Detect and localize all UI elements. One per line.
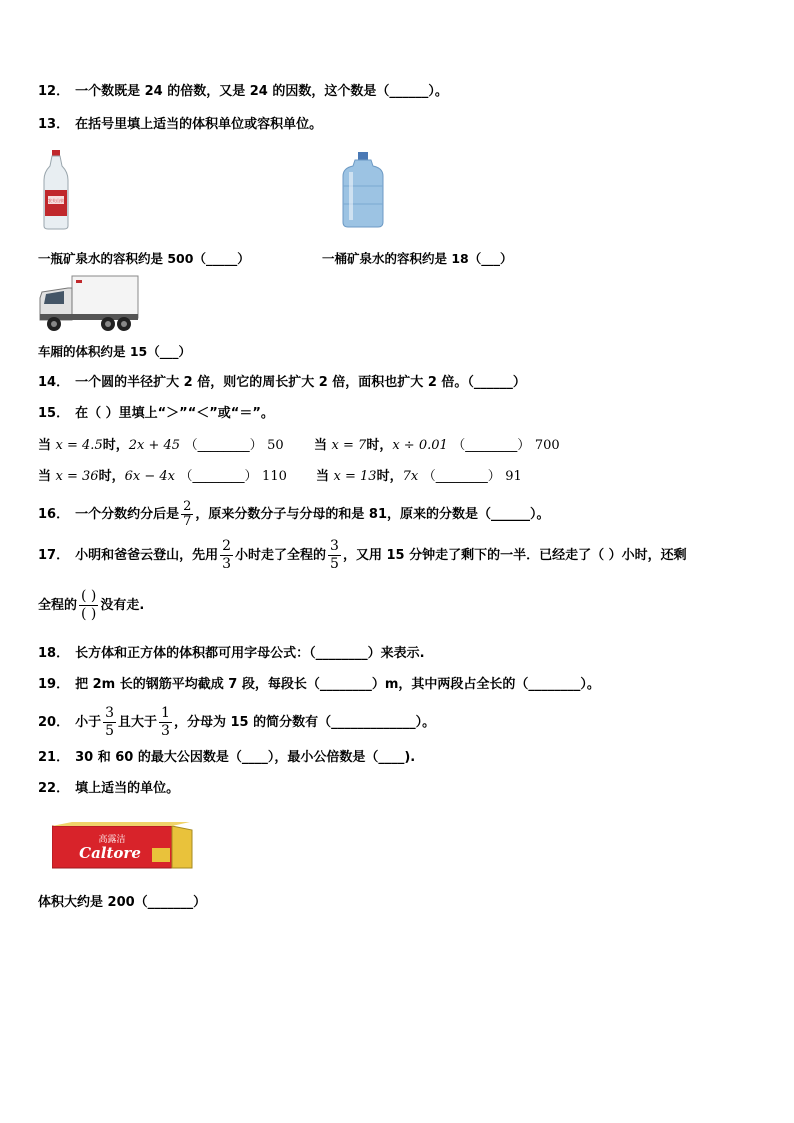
question-17: [38, 538, 687, 573]
question-13-item-bottle: 一瓶矿泉水的容积约是 500（_____）: [38, 251, 250, 266]
question-16: [38, 500, 550, 530]
row-when: 当: [38, 438, 52, 453]
fraction: [103, 705, 116, 740]
numerator: 2: [183, 499, 192, 514]
question-number: 18．: [38, 646, 70, 661]
question-22: [38, 780, 179, 798]
row-condition: x = 7: [331, 438, 367, 453]
question-number: 17．: [38, 548, 70, 563]
denominator: 5: [105, 723, 115, 739]
answer-blank: （________）: [184, 438, 263, 453]
row-value: 110: [262, 469, 287, 484]
row-when-suffix: 时，: [376, 469, 403, 484]
question-number: 21．: [38, 750, 70, 765]
numerator: 2: [222, 538, 232, 554]
row-condition: x = 36: [55, 469, 99, 484]
truck-image: [38, 274, 140, 338]
question-number: 13．: [38, 117, 70, 132]
water-bottle-image: [42, 150, 70, 234]
question-15: [38, 405, 274, 423]
bottle-label: 农夫山泉: [48, 198, 64, 203]
question-number: 14．: [38, 375, 70, 390]
numerator: 3: [105, 705, 115, 721]
row-value: 91: [505, 469, 522, 484]
row-expression: 2x + 45: [128, 438, 181, 453]
question-text: 一个圆的半径扩大 2 倍，则它的周长扩大 2 倍，面积也扩大 2 倍。（______）: [75, 375, 526, 390]
question-12: [38, 83, 448, 101]
row-when-suffix: 时，: [366, 438, 393, 453]
numerator: 1: [161, 705, 170, 721]
row-value: 700: [534, 438, 560, 453]
question-15-row-2a: [38, 468, 287, 486]
row-expression: 7x: [402, 469, 419, 484]
box-chinese-brand: 高露洁: [98, 835, 126, 845]
row-when-suffix: 时，: [102, 438, 129, 453]
box-brand-logo: Caltore: [79, 844, 141, 862]
question-text: 填上适当的单位。: [75, 781, 180, 796]
row-condition: x = 13: [333, 469, 377, 484]
answer-blank: （________）: [452, 438, 531, 453]
question-text-cont: ，分母为 15 的简分数有（_____________）。: [173, 715, 436, 730]
question-text: 在括号里填上适当的体积单位或容积单位。: [75, 117, 323, 132]
fraction: [328, 538, 341, 573]
question-15-row-2b: [316, 468, 522, 486]
question-text: 长方体和正方体的体积都可用字母公式：（________）来表示.: [75, 646, 425, 661]
question-13: [38, 116, 322, 134]
fraction: [220, 538, 233, 573]
question-number: 16．: [38, 507, 70, 522]
question-text-cont: ，原来分数分子与分母的和是 81，原来的分数是（______）。: [195, 507, 550, 522]
fraction: [159, 705, 172, 740]
row-when: 当: [38, 469, 52, 484]
row-expression: 6x − 4x: [124, 469, 175, 484]
denominator-blank: ( ): [81, 606, 97, 622]
question-text: 把 2m 长的钢筋平均截成 7 段，每段长（________）m，其中两段占全长的（________）。: [75, 677, 600, 692]
question-22-item-box: 体积大约是 200（_______）: [38, 895, 207, 910]
question-text: 全程的: [38, 598, 78, 613]
numerator-blank: ( ): [81, 588, 97, 604]
question-text: 小明和爸爸云登山，先用: [75, 548, 219, 563]
question-text: 一个分数约分后是: [75, 507, 180, 522]
question-17-line-2: [38, 586, 144, 626]
row-expression: x ÷ 0.01: [392, 438, 448, 453]
question-text-cont: 没有走.: [100, 598, 145, 613]
blank-fraction: [79, 588, 98, 623]
denominator: 7: [183, 514, 192, 529]
question-number: 15．: [38, 406, 70, 421]
question-15-row-1a: [38, 437, 284, 455]
answer-blank: （________）: [179, 469, 258, 484]
question-number: 20．: [38, 715, 70, 730]
numerator: 3: [330, 538, 339, 554]
denominator: 3: [222, 556, 232, 572]
question-19: [38, 676, 600, 694]
question-13-item-truck: 车厢的体积约是 15（___）: [38, 344, 191, 359]
row-when: 当: [314, 438, 328, 453]
toothpaste-box-image: [52, 822, 194, 876]
question-text-cont: ，又用 15 分钟走了剩下的一半．已经走了（ ）小时，还剩: [342, 548, 687, 563]
question-number: 19．: [38, 677, 70, 692]
denominator: 3: [161, 723, 170, 739]
answer-blank: （________）: [422, 469, 501, 484]
question-21: [38, 749, 415, 767]
question-text: 在（ ）里填上“＞”“＜”或“＝”。: [75, 406, 274, 421]
denominator: 5: [330, 556, 339, 572]
question-text: 30 和 60 的最大公因数是（____），最小公倍数是（____).: [75, 750, 416, 765]
fraction: [181, 500, 193, 529]
row-when-suffix: 时，: [98, 469, 125, 484]
question-20: [38, 705, 435, 740]
question-14: [38, 374, 526, 392]
question-number: 12．: [38, 84, 70, 99]
question-number: 22．: [38, 781, 70, 796]
row-condition: x = 4.5: [55, 438, 103, 453]
question-text-mid: 小时走了全程的: [235, 548, 327, 563]
row-value: 50: [267, 438, 284, 453]
question-15-row-1b: [314, 437, 560, 455]
water-jug-image: [341, 152, 385, 232]
question-text-mid: 且大于: [118, 715, 158, 730]
question-text: 一个数既是 24 的倍数，又是 24 的因数，这个数是（______）。: [75, 84, 448, 99]
question-18: [38, 645, 425, 663]
row-when: 当: [316, 469, 330, 484]
question-13-item-jug: 一桶矿泉水的容积约是 18（___）: [322, 251, 513, 266]
question-text: 小于: [75, 715, 102, 730]
